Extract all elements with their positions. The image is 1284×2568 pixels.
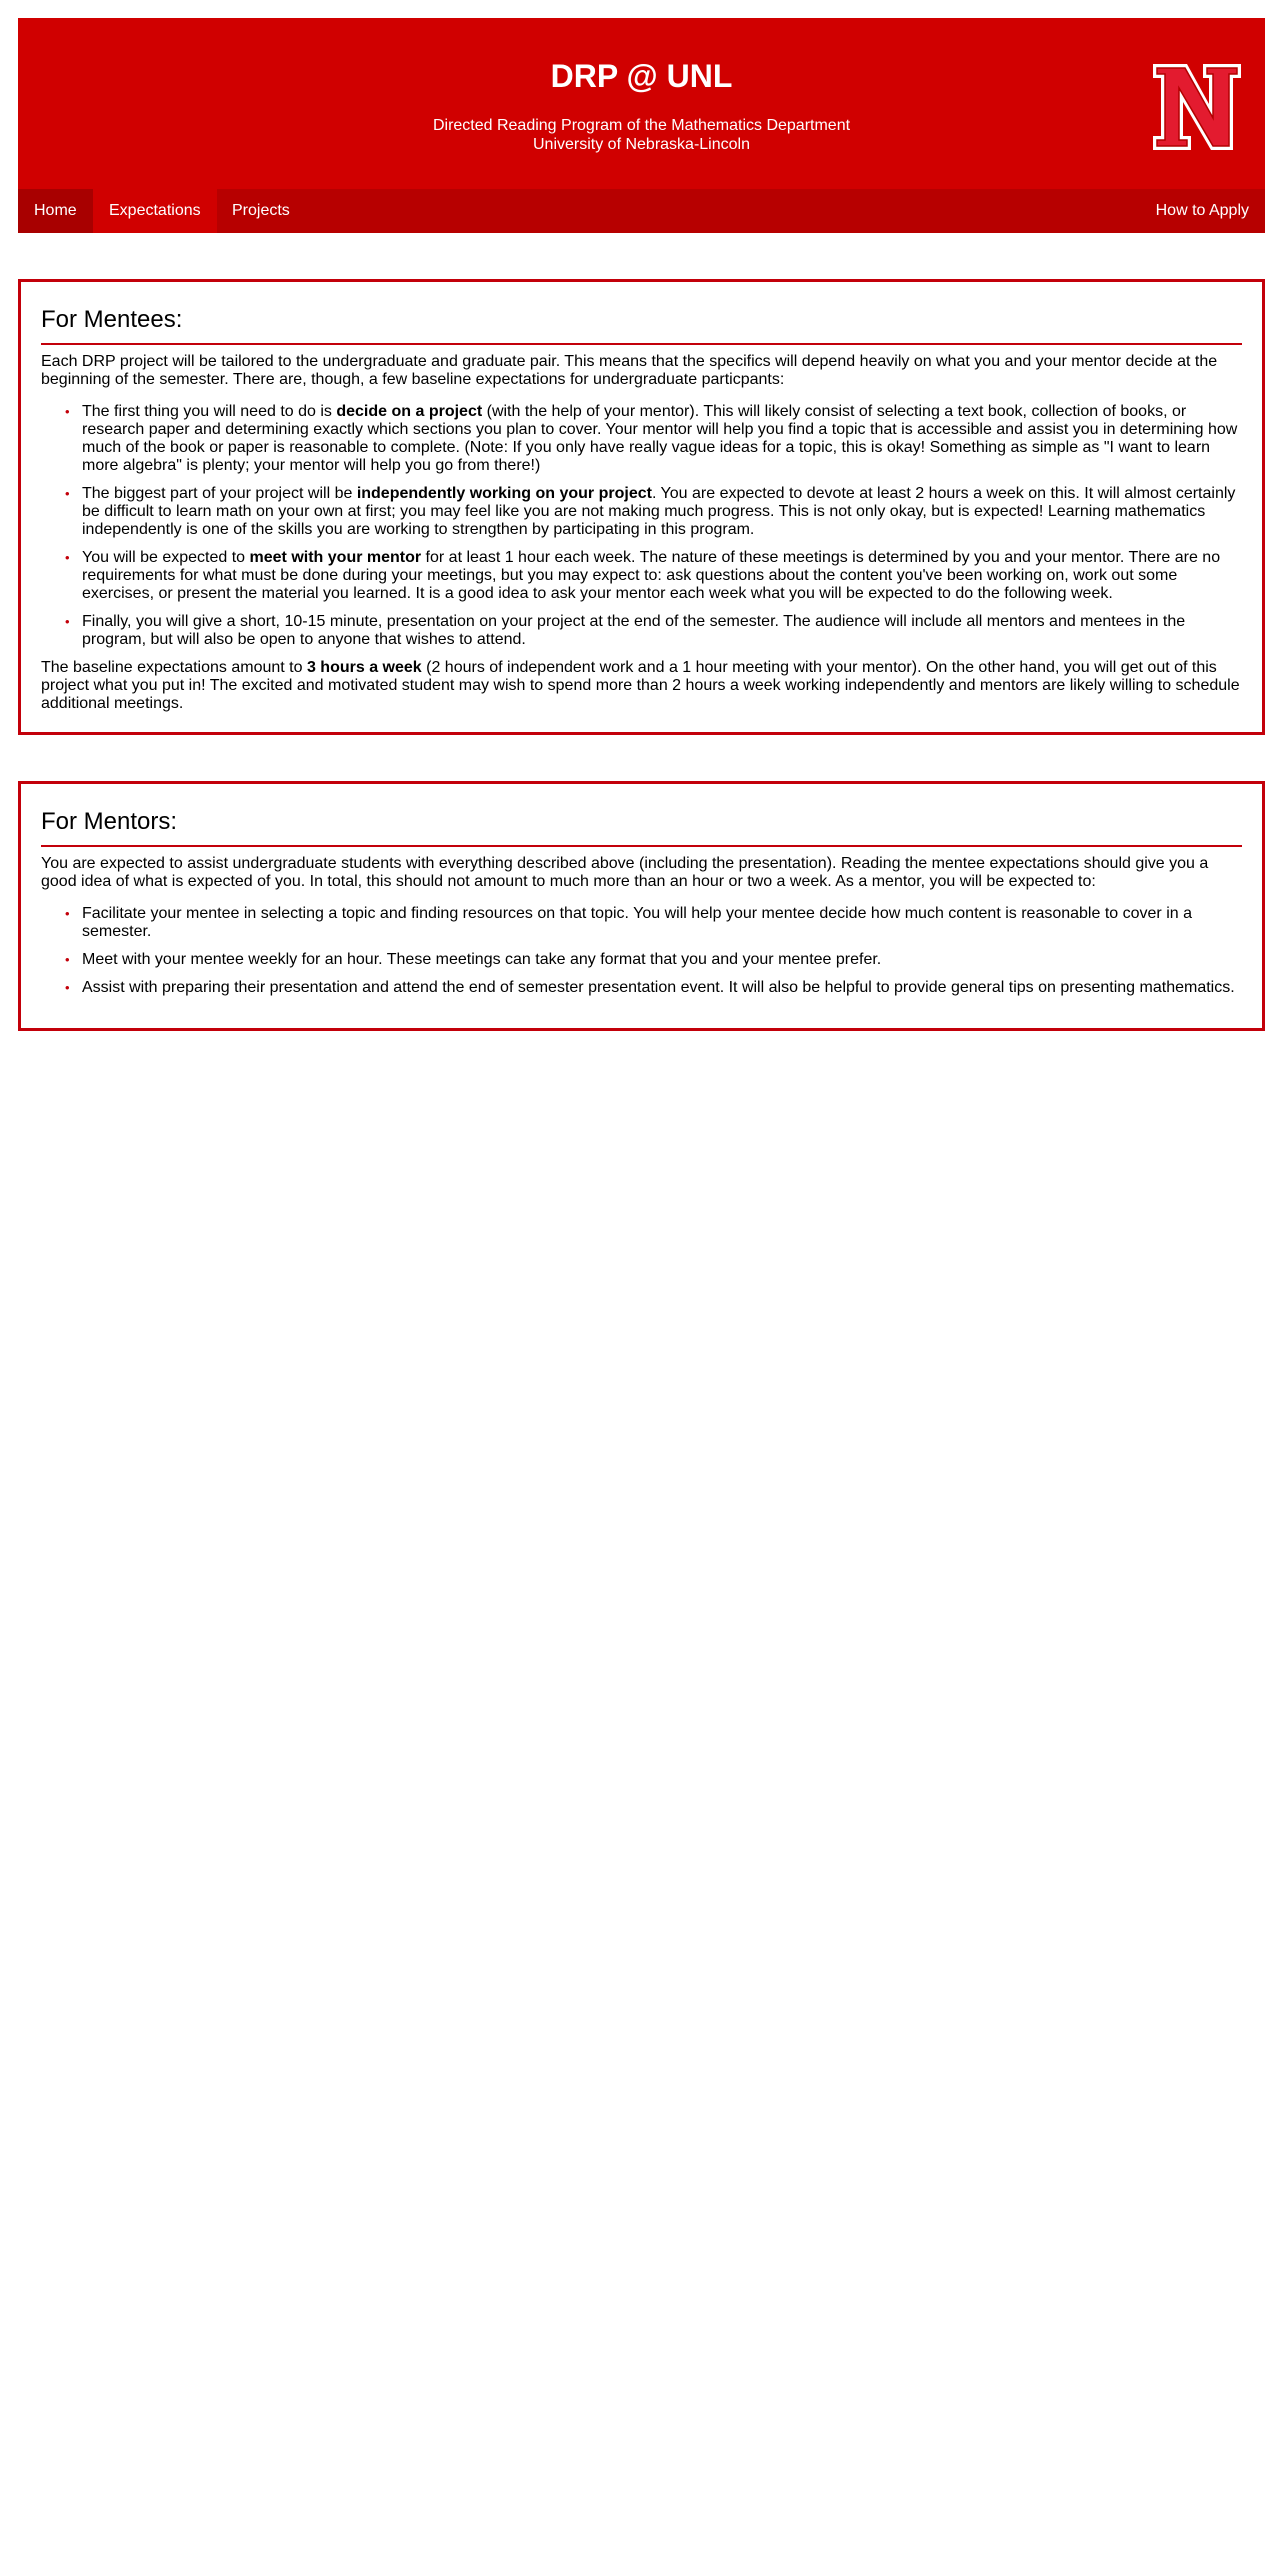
- main-navbar: [18, 189, 1265, 233]
- list-item: • The biggest part of your project will be independently working on your project. You are expected to devote at least 2 hours a week on this. It will almost certainly be difficult to learn math on your own at first; you may feel like you are not making much progress. This is not only okay, but is expected! Learning mathematics independently is one of the skills you are working to strengthen by participating in this program.: [65, 485, 1236, 538]
- nav-expectations[interactable]: Expectations: [93, 189, 217, 233]
- mentors-expectations-list: [41, 905, 1242, 997]
- list-item: • Meet with your mentee weekly for an hour. These meetings can take any format that you and your mentee prefer.: [65, 951, 882, 968]
- list-item: • Assist with preparing their presentation and attend the end of semester presentation event. It will also be helpful to provide general tips on presenting mathematics.: [65, 979, 1235, 996]
- bullet-icon: •: [65, 952, 70, 967]
- list-item: • The first thing you will need to do is decide on a project (with the help of your mentor). This will likely consist of selecting a text book, collection of books, or research paper and determining exactly which sections you plan to cover. Your mentor will help you find a topic that is accessible and assist you in determining how much of the book or paper is reasonable to complete. (Note: If you only have really vague ideas for a topic, this is okay! Something as simple as "I want to learn more algebra" is plenty; your mentor will help you go from there!): [65, 403, 1238, 474]
- subtitle-university: University of Nebraska-Lincoln: [533, 136, 750, 153]
- mentees-intro: Each DRP project will be tailored to the undergraduate and graduate pair. This means that the specifics will depend heavily on what you and your mentor decide at the beginning of the semester. There are, though, a few baseline expectations for undergraduate particpants:: [41, 353, 1218, 388]
- list-item: • You will be expected to meet with your mentor for at least 1 hour each week. The nature of these meetings is determined by you and your mentor. There are no requirements for what must be done during your meetings, but you may expect to: ask questions about the content you've been working on, work out some exercises, or present the material you learned. It is a good idea to ask your mentor each week what you will be expected to do the following week.: [65, 549, 1221, 602]
- list-item: • Finally, you will give a short, 10-15 minute, presentation on your project at the end of the semester. The audience will include all mentors and mentees in the program, but will also be open to anyone that wishes to attend.: [65, 613, 1186, 648]
- nav-home[interactable]: Home: [18, 189, 93, 233]
- bullet-icon: •: [65, 614, 70, 629]
- mentors-intro: You are expected to assist undergraduate students with everything described above (including the presentation). Reading the mentee expectations should give you a good idea of what is expected of you. In total, this should not amount to much more than an hour or two a week. As a mentor, you will be expected to:: [41, 855, 1209, 890]
- mentees-heading: For Mentees:: [41, 306, 1242, 345]
- mentees-panel: [18, 279, 1265, 735]
- mentees-expectations-list: [41, 403, 1242, 649]
- mentees-closing: The baseline expectations amount to 3 hours a week (2 hours of independent work and a 1 hour meeting with your mentor). On the other hand, you will get out of this project what you put in! The excited and motivated student may wish to spend more than 2 hours a week working independently and mentors are likely willing to schedule additional meetings.: [41, 659, 1240, 712]
- nav-projects[interactable]: Projects: [232, 202, 290, 219]
- site-subtitle: [18, 116, 1265, 154]
- subtitle-department: Directed Reading Program of the Mathematics Department: [432, 117, 851, 134]
- site-header: [18, 18, 1265, 189]
- bullet-icon: •: [65, 906, 70, 921]
- site-title: DRP @ UNL: [550, 58, 733, 94]
- mentors-panel: [18, 781, 1265, 1031]
- bullet-icon: •: [65, 404, 70, 419]
- bullet-icon: •: [65, 486, 70, 501]
- nebraska-n-logo-icon: [1151, 62, 1243, 152]
- nav-how-to-apply[interactable]: How to Apply: [1155, 202, 1249, 219]
- mentors-heading: For Mentors:: [41, 808, 1242, 847]
- bullet-icon: •: [65, 980, 70, 995]
- bullet-icon: •: [65, 550, 70, 565]
- list-item: • Facilitate your mentee in selecting a topic and finding resources on that topic. You will help your mentee decide how much content is reasonable to cover in a semester.: [65, 905, 1192, 940]
